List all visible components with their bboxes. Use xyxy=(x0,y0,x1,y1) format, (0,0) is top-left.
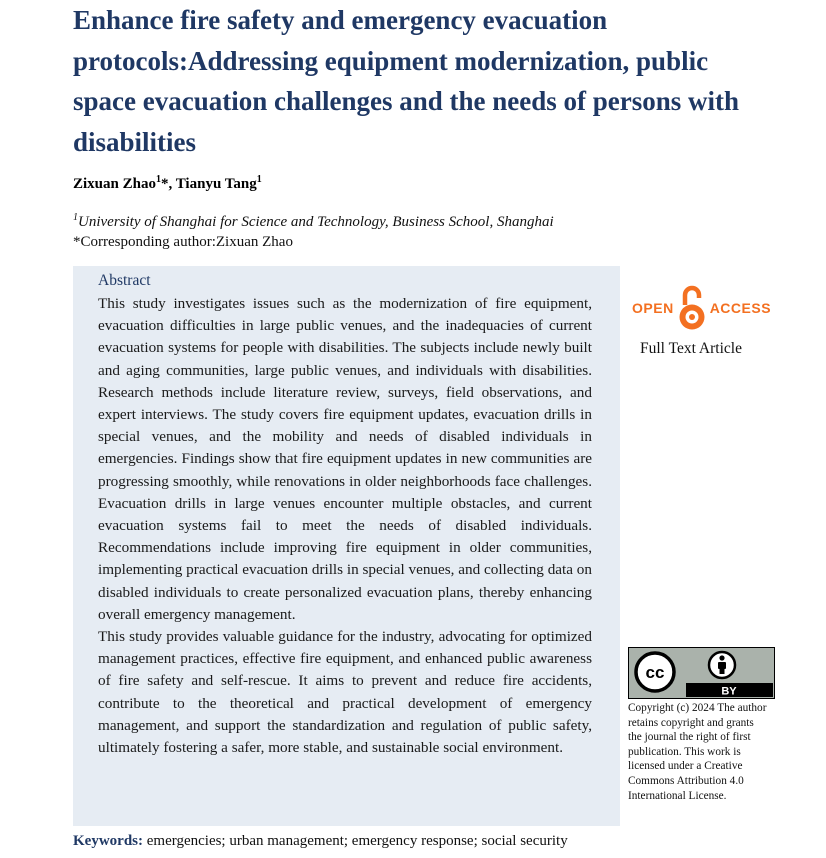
affiliation-marker: 1 xyxy=(155,174,161,185)
open-access-logo xyxy=(632,282,774,334)
corresponding-marker: *, xyxy=(160,176,176,192)
abstract-paragraph: This study provides valuable guidance for the industry, advocating for optimized management practices, effective fire equipment, and enhanced public awareness of fire safety and self-rescue. It aims to prevent and reduce fire accidents, contribute to the theoretical and practical development of emergency management, and support the standardization and regulation of public safety, ultimately fostering a safer, more stable, and sustainable social environment. xyxy=(98,628,592,757)
abstract-heading: Abstract xyxy=(98,272,151,289)
affiliation-marker: 1 xyxy=(73,212,78,223)
keywords-text: emergencies; urban management; emergency response; social security xyxy=(143,833,568,849)
keywords-label: Keywords: xyxy=(73,833,143,849)
license-text: Copyright (c) 2024 The author retains copyright and grants the journal the right of first publication. This work is licensed under a Creative Commons Attribution 4.0 International License. xyxy=(628,702,767,802)
full-text-label: Full Text Article xyxy=(640,340,742,357)
affiliation-text: University of Shanghai for Science and Technology, Business School, Shanghai xyxy=(78,214,554,230)
open-access-right-text: ACCESS xyxy=(709,300,772,316)
author-name: Zixuan Zhao xyxy=(73,176,156,192)
author-line xyxy=(73,174,262,193)
corresponding-author: *Corresponding author:Zixuan Zhao xyxy=(73,234,293,250)
keywords xyxy=(73,833,568,850)
paper-title: Enhance fire safety and emergency evacuation protocols:Addressing equipment modernization, public space evacuation challenges and the needs of persons with disabilities xyxy=(73,5,740,157)
cc-label: cc xyxy=(645,663,665,682)
open-access-left-text: OPEN xyxy=(632,300,674,316)
abstract-paragraph: This study investigates issues such as the modernization of fire equipment, evacuation difficulties in large public venues, and the inadequacies of current evacuation systems for people with disabilities. The subjects include newly built and aging communities, large public venues, and individuals with disabilities. Research methods include literature review, surveys, field observations, and expert interviews. The study covers fire equipment updates, evacuation drills in special venues, and the mobility and needs of disabled individuals in emergencies. Findings show that fire equipment updates in new communities are progressing smoothly, while renovations in older neighborhoods face challenges. Evacuation drills in large venues encounter multiple obstacles, and current evacuation systems fail to meet the needs of disabled individuals. Recommendations include improving fire equipment in older communities, implementing practical evacuation drills in special venues, and collecting data on disabled individuals to create personalized evacuation plans, thereby enhancing overall emergency management. xyxy=(98,295,592,623)
abstract-body xyxy=(98,293,592,759)
open-lock-icon xyxy=(677,283,707,333)
cc-by-license-icon xyxy=(628,647,775,699)
author-name: Tianyu Tang xyxy=(175,176,257,192)
affiliation-marker: 1 xyxy=(256,174,262,185)
by-label: BY xyxy=(721,685,737,698)
affiliation xyxy=(73,212,554,231)
